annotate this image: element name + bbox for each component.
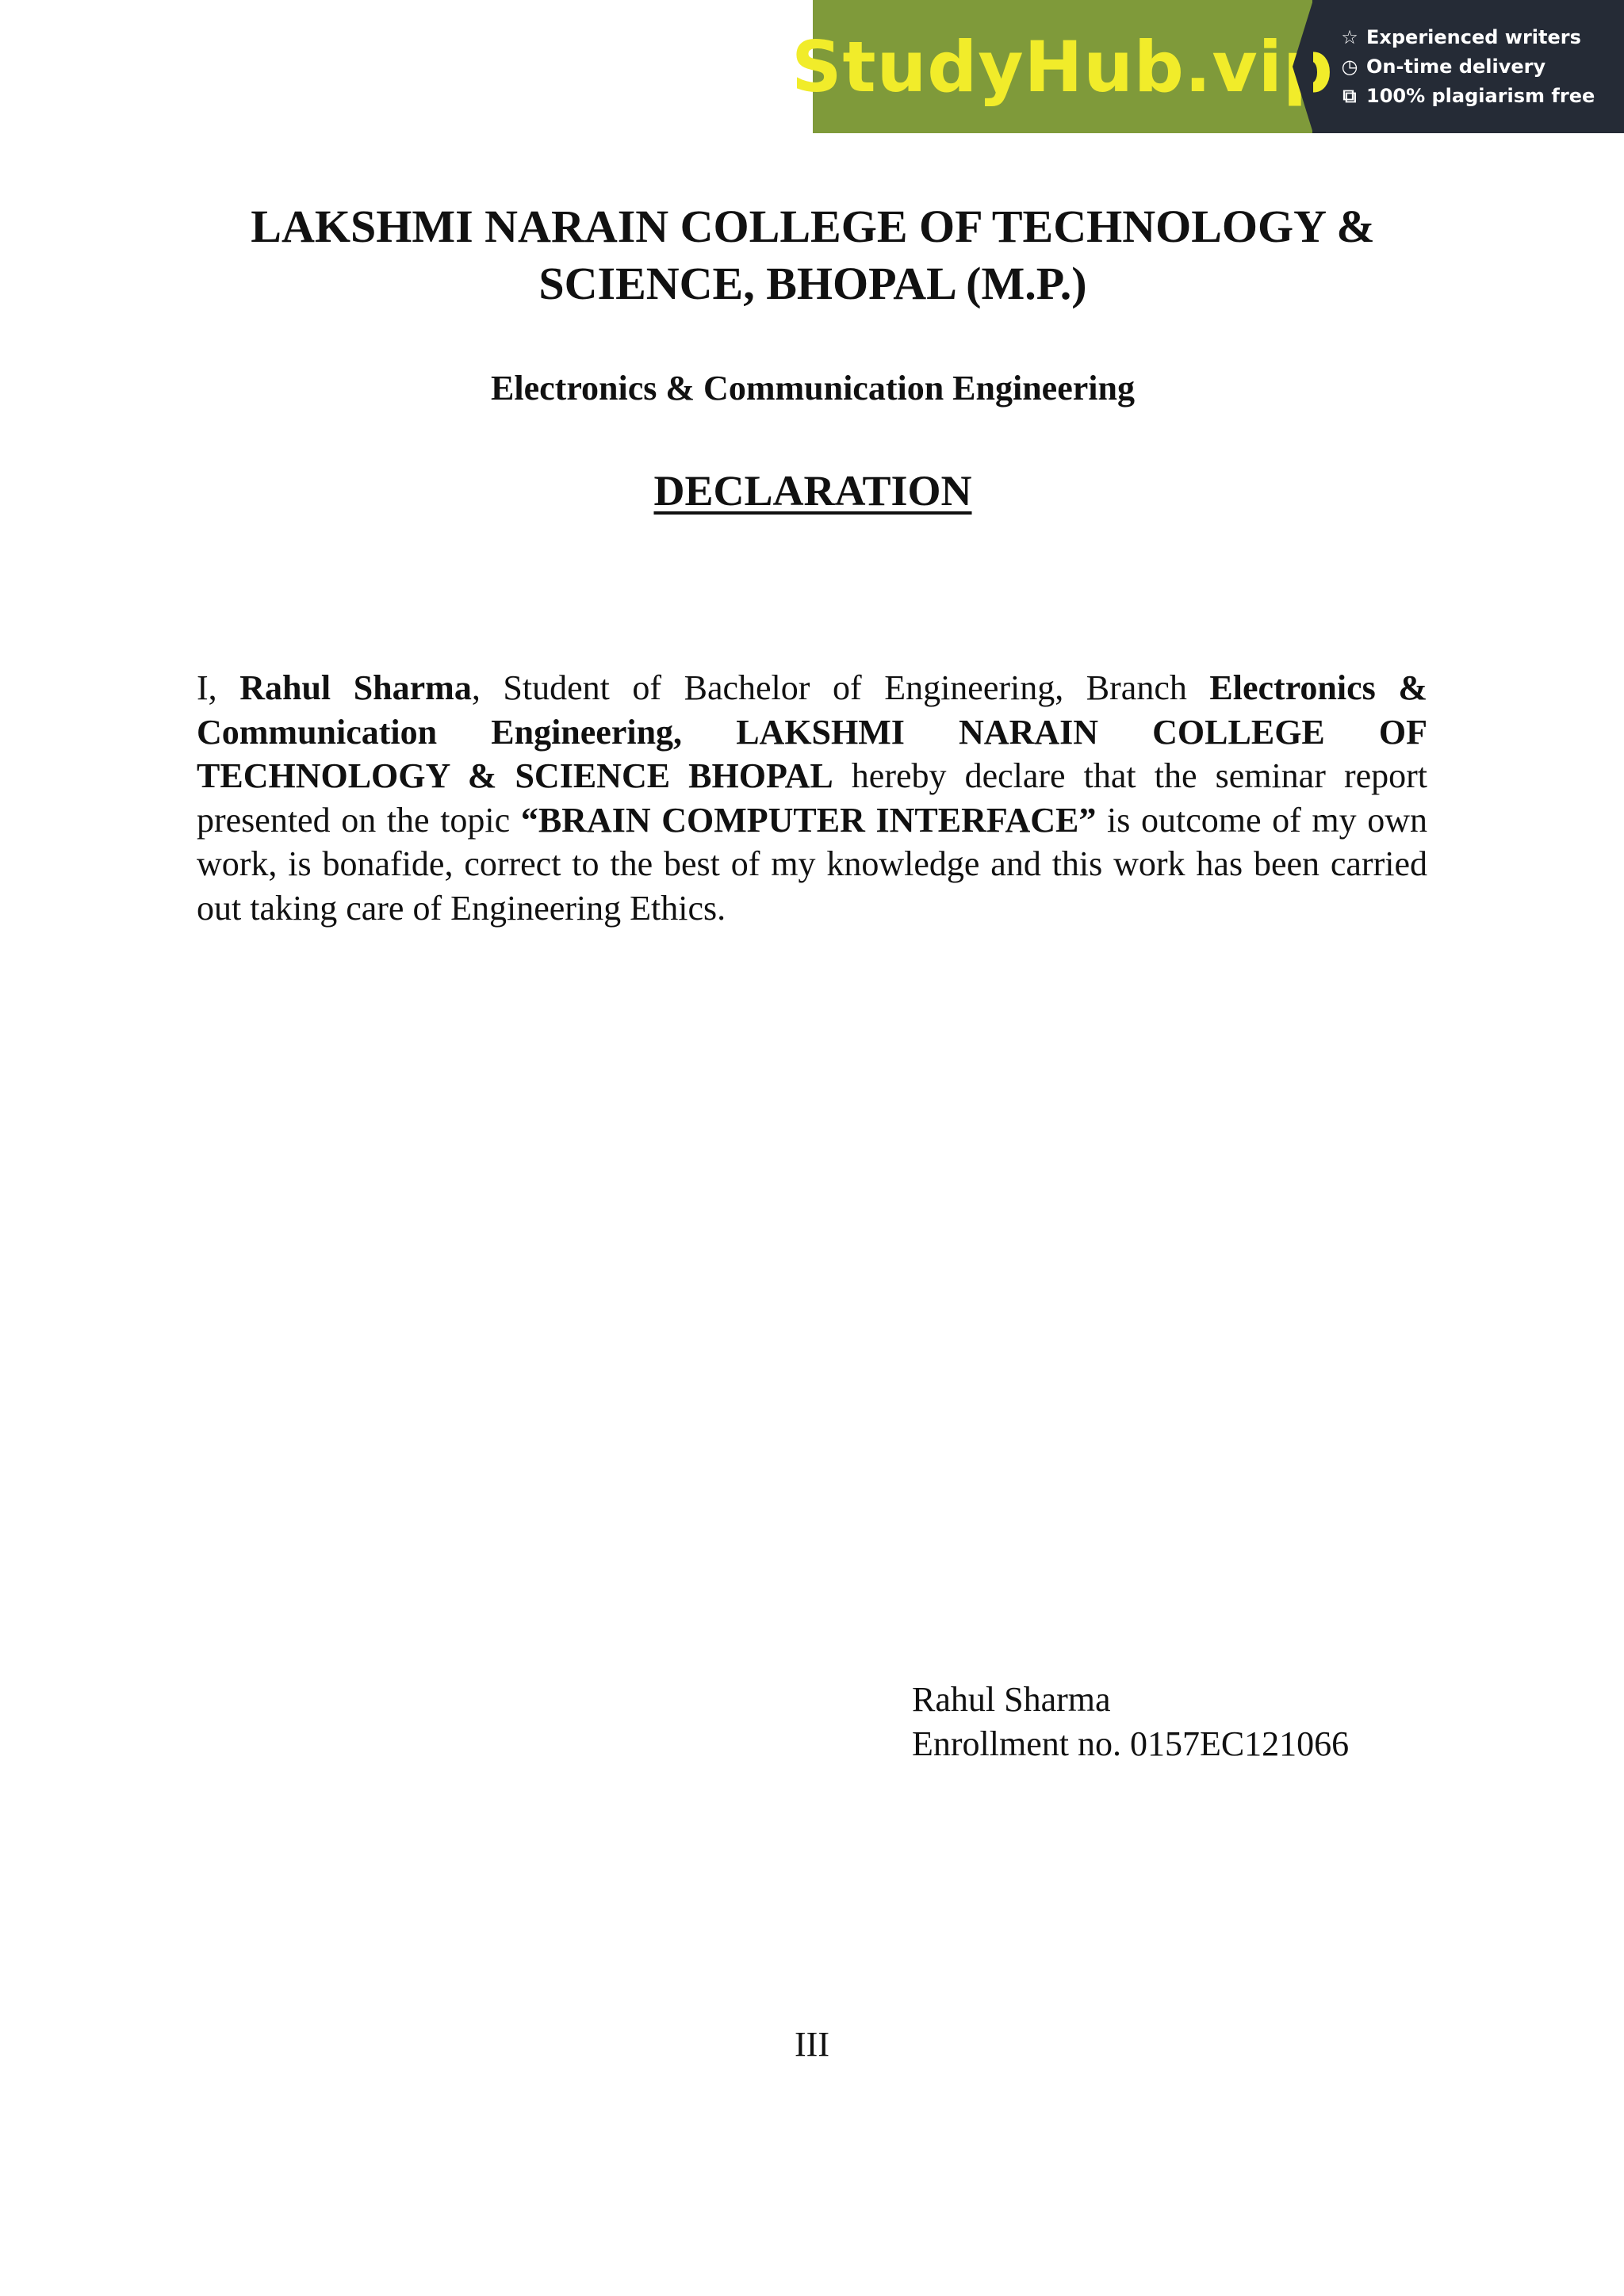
copy-icon: ⧉ [1342, 85, 1357, 107]
feature-label: 100% plagiarism free [1366, 85, 1595, 107]
studyhub-logo [791, 0, 1334, 133]
seminar-topic: “BRAIN COMPUTER INTERFACE” [520, 800, 1097, 840]
page-number: III [795, 2025, 829, 2064]
signature-name: Rahul Sharma [912, 1680, 1111, 1719]
banner-divider [1293, 0, 1313, 133]
feature-label: On-time delivery [1366, 55, 1546, 78]
star-icon: ☆ [1341, 26, 1358, 48]
body-text: I, [197, 668, 240, 707]
banner-features [1312, 0, 1624, 133]
department-heading: Electronics & Communication Engineering [491, 369, 1135, 408]
declaration-paragraph [197, 666, 1427, 930]
feature-experienced-writers [1339, 26, 1624, 48]
institution-line-1: LAKSHMI NARAIN COLLEGE OF TECHNOLOGY & [251, 201, 1375, 252]
body-text: , Student of Bachelor of Engineering, Branch [471, 668, 1210, 707]
enrollment-number: Enrollment no. 0157EC121066 [912, 1724, 1350, 1763]
declaration-title [159, 465, 1467, 517]
clock-icon: ◷ [1341, 55, 1358, 78]
logo-text: StudyHub.vip [791, 25, 1334, 108]
body-text [682, 713, 736, 752]
body-text: hereby declare that the seminar report presented on the topic [197, 756, 1428, 840]
institution-heading [159, 198, 1467, 312]
branch-name: Electronics & Communication Engineering, [197, 668, 1427, 752]
college-name: LAKSHMI NARAIN COLLEGE OF TECHNOLOGY & SCIENCE BHOPAL [197, 712, 1428, 795]
body-text: is outcome of my own work, is bonafide, correct to the best of my knowledge and this work has been carried out taking care of Engineering Ethics. [197, 800, 1428, 928]
signature-block [912, 1678, 1467, 1766]
institution-line-2: SCIENCE, BHOPAL (M.P.) [538, 258, 1087, 309]
feature-on-time-delivery [1339, 55, 1624, 78]
studyhub-banner[interactable] [791, 0, 1624, 133]
feature-plagiarism-free [1339, 85, 1624, 107]
declaration-title-text: DECLARATION [653, 467, 972, 515]
student-name: Rahul Sharma [239, 668, 472, 707]
feature-label: Experienced writers [1366, 26, 1581, 48]
